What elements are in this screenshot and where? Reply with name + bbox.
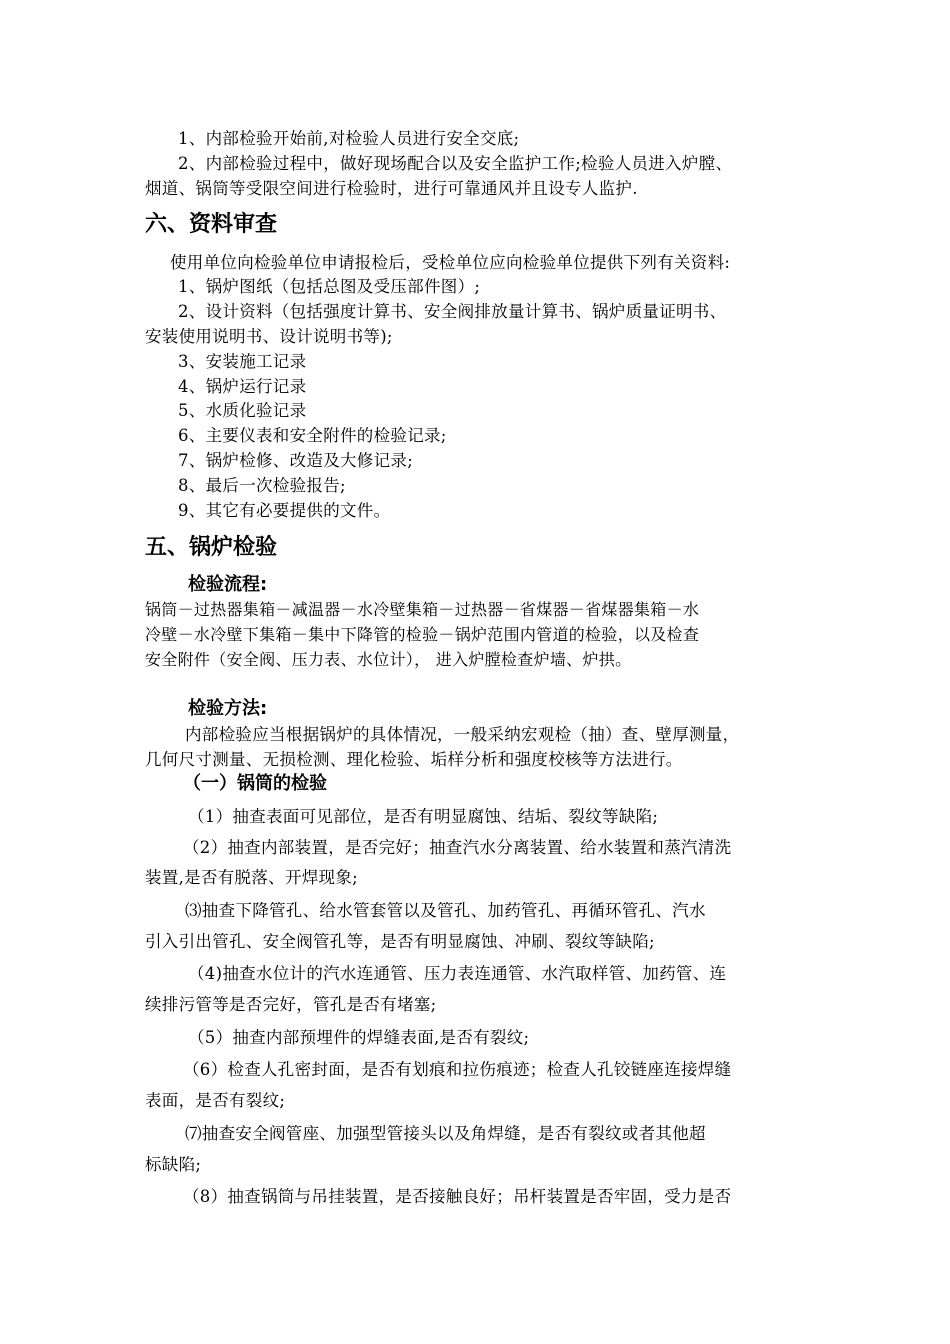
material-item-4: 4、锅炉运行记录 — [178, 377, 307, 396]
flow-line-2: 冷壁－水冷壁下集箱－集中下降管的检验－锅炉范围内管道的检验，以及检查 — [145, 625, 700, 644]
drum-heading: （一）锅筒的检验 — [183, 773, 327, 794]
drum-line-2: （2）抽查内部装置，是否完好；抽查汽水分离装置、给水装置和蒸汽清洗 — [183, 838, 732, 857]
safety-item-2: 2、内部检验过程中，做好现场配合以及安全监护工作;检验人员进入炉膛、 — [178, 154, 733, 173]
material-item-6: 6、主要仪表和安全附件的检验记录; — [178, 426, 447, 445]
material-item-1: 1、锅炉图纸（包括总图及受压部件图）; — [178, 277, 481, 296]
section-5-title: 五、锅炉检验 — [145, 535, 278, 560]
method-line-2: 几何尺寸测量、无损检测、理化检验、垢样分析和强度校核等方法进行。 — [145, 750, 683, 769]
drum-line-3: 装置,是否有脱落、开焊现象; — [145, 868, 359, 887]
drum-line-1: （1）抽查表面可见部位，是否有明显腐蚀、结垢、裂纹等缺陷; — [188, 807, 659, 826]
drum-line-10: 表面，是否有裂纹; — [145, 1091, 286, 1110]
drum-line-5: 引入引出管孔、安全阀管孔等，是否有明显腐蚀、冲刷、裂纹等缺陷; — [145, 932, 655, 951]
flow-line-3: 安全附件（安全阀、压力表、水位计）， 进入炉膛检查炉墙、炉拱。 — [145, 650, 632, 669]
material-item-9: 9、其它有必要提供的文件。 — [178, 501, 391, 520]
material-item-8: 8、最后一次检验报告; — [178, 476, 346, 495]
drum-line-6: （4)抽查水位计的汽水连通管、压力表连通管、水汽取样管、加药管、连 — [188, 964, 727, 983]
flow-heading: 检验流程: — [188, 574, 268, 595]
section-6-title: 六、资料审查 — [145, 212, 278, 237]
material-item-2-cont: 安装使用说明书、设计说明书等); — [145, 327, 393, 346]
material-item-2: 2、设计资料（包括强度计算书、安全阀排放量计算书、锅炉质量证明书、 — [178, 302, 727, 321]
drum-line-11: ⑺抽查安全阀管座、加强型管接头以及角焊缝，是否有裂纹或者其他超 — [185, 1124, 706, 1143]
method-heading: 检验方法: — [188, 698, 268, 719]
drum-line-12: 标缺陷; — [145, 1155, 202, 1174]
method-line-1: 内部检验应当根据锅炉的具体情况，一般采纳宏观检（抽）查、壁厚测量， — [185, 725, 740, 744]
flow-line-1: 锅筒－过热器集箱－减温器－水冷壁集箱－过热器－省煤器－省煤器集箱－水 — [145, 600, 700, 619]
safety-item-1: 1、内部检验开始前,对检验人员进行安全交底; — [178, 129, 520, 148]
material-item-3: 3、安装施工记录 — [178, 352, 307, 371]
safety-item-2-cont: 烟道、锅筒等受限空间进行检验时，进行可靠通风并且设专人监护. — [145, 179, 638, 198]
drum-line-13: （8）抽查锅筒与吊挂装置，是否接触良好；吊杆装置是否牢固，受力是否 — [183, 1187, 732, 1206]
drum-line-4: ⑶抽查下降管孔、给水管套管以及管孔、加药管孔、再循环管孔、汽水 — [185, 901, 706, 920]
section-6-intro: 使用单位向检验单位申请报检后，受检单位应向检验单位提供下列有关资料: — [170, 253, 731, 272]
material-item-5: 5、水质化验记录 — [178, 401, 307, 420]
drum-line-7: 续排污管等是否完好，管孔是否有堵塞; — [145, 995, 437, 1014]
drum-line-9: （6）检查人孔密封面，是否有划痕和拉伤痕迹；检查人孔铰链座连接焊缝 — [183, 1060, 732, 1079]
material-item-7: 7、锅炉检修、改造及大修记录; — [178, 451, 414, 470]
drum-line-8: （5）抽查内部预埋件的焊缝表面,是否有裂纹; — [188, 1028, 530, 1047]
